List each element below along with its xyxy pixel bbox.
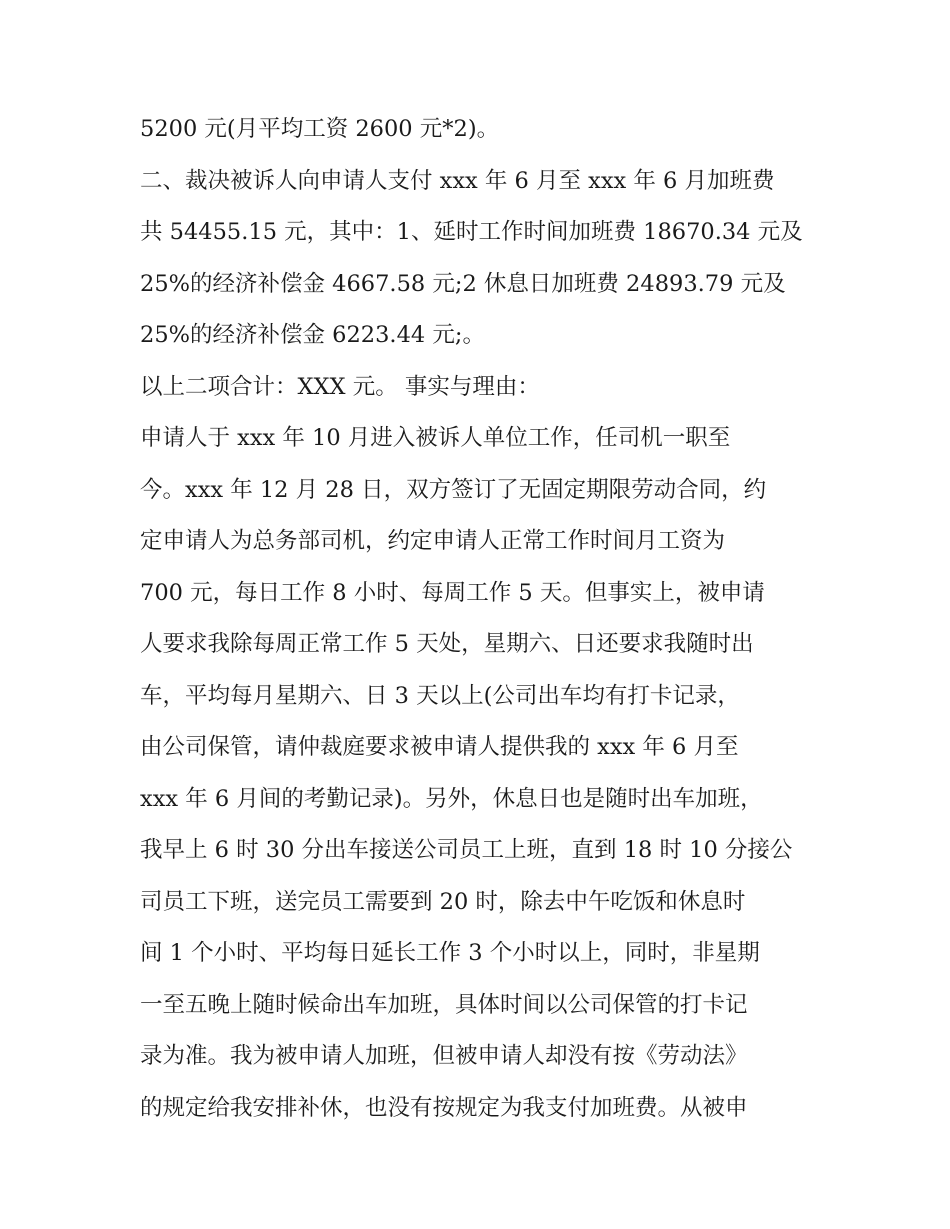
text-line: 二、裁决被诉人向申请人支付 xxx 年 6 月至 xxx 年 6 月加班费 bbox=[140, 167, 775, 194]
text-line: 人要求我除每周正常工作 5 天处，星期六、日还要求我随时出 bbox=[140, 631, 754, 657]
document-body bbox=[140, 104, 840, 1134]
text-line: 申请人于 xxx 年 10 月进入被诉人单位工作，任司机一职至 bbox=[140, 425, 731, 451]
text-line: 今。xxx 年 12 月 28 日，双方签订了无固定期限劳动合同，约 bbox=[140, 476, 767, 503]
text-line: 司员工下班，送完员工需要到 20 时，除去中午吃饭和休息时 bbox=[140, 888, 746, 915]
text-line: 录为准。我为被申请人加班，但被申请人却没有按《劳动法》 bbox=[140, 1043, 748, 1069]
text-line: 定申请人为总务部司机，约定申请人正常工作时间月工资为 bbox=[140, 528, 726, 554]
text-line: xxx 年 6 月间的考勤记录)。另外，休息日也是随时出车加班， bbox=[140, 785, 763, 812]
text-line: 一至五晚上随时候命出车加班，具体时间以公司保管的打卡记 bbox=[140, 991, 748, 1018]
text-line: 700 元，每日工作 8 小时、每周工作 5 天。但事实上，被申请 bbox=[140, 579, 765, 606]
text-line: 的规定给我安排补休，也没有按规定为我支付加班费。从被申 bbox=[140, 1094, 748, 1121]
text-line: 由公司保管，请仲裁庭要求被申请人提供我的 xxx 年 6 月至 bbox=[140, 734, 739, 760]
text-line: 25%的经济补偿金 4667.58 元;2 休息日加班费 24893.79 元及 bbox=[140, 270, 786, 297]
text-line: 5200 元(月平均工资 2600 元*2)。 bbox=[140, 116, 500, 142]
text-line: 共 54455.15 元，其中：1、延时工作时间加班费 18670.34 元及 bbox=[140, 219, 803, 245]
text-line: 25%的经济补偿金 6223.44 元;。 bbox=[140, 322, 485, 348]
text-line: 间 1 个小时、平均每日延长工作 3 个小时以上，同时，非星期 bbox=[140, 940, 760, 966]
text-line: 车，平均每月星期六、日 3 天以上(公司出车均有打卡记录， bbox=[140, 682, 740, 709]
text-line: 以上二项合计：XXX 元。 事实与理由： bbox=[140, 373, 540, 400]
text-line: 我早上 6 时 30 分出车接送公司员工上班，直到 18 时 10 分接公 bbox=[140, 837, 793, 863]
